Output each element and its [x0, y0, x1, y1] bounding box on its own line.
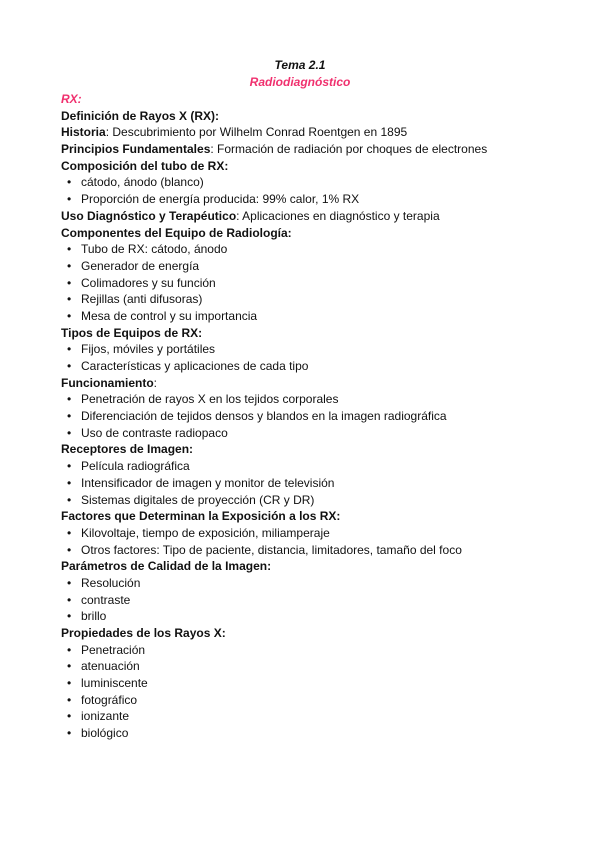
- uso-line: [61, 208, 581, 225]
- list-item-text: Características y aplicaciones de cada tipo: [81, 359, 309, 373]
- bullet-icon: •: [67, 525, 72, 540]
- bullet-icon: •: [67, 258, 72, 273]
- list-item: [61, 542, 581, 559]
- bullet-icon: •: [67, 592, 72, 607]
- principios-line: [61, 141, 581, 158]
- list-item-text: Uso de contraste radiopaco: [81, 425, 228, 440]
- bullet-icon: •: [67, 409, 72, 424]
- list-item-text: Penetración: [81, 642, 146, 657]
- factores-heading: Factores que Determinan la Exposición a los RX:: [61, 509, 341, 524]
- list-item: [61, 725, 581, 742]
- parametros-heading: Parámetros de Calidad de la Imagen:: [61, 559, 272, 574]
- list-item: [61, 241, 581, 258]
- list-item: [61, 692, 581, 709]
- list-item: [61, 708, 581, 725]
- list-item-text: cátodo, ánodo (blanco): [81, 175, 204, 190]
- list-item: [61, 391, 581, 408]
- composicion-heading: Composición del tubo de RX:: [61, 158, 229, 173]
- propiedades-heading: Propiedades de los Rayos X:: [61, 626, 226, 640]
- historia-line: [61, 124, 581, 141]
- bullet-icon: •: [67, 425, 72, 440]
- funcionamiento-colon: :: [153, 375, 158, 390]
- list-item-text: atenuación: [81, 659, 140, 674]
- list-item-text: Sistemas digitales de proyección (CR y DR): [81, 492, 315, 507]
- bullet-icon: •: [67, 175, 72, 190]
- bullet-icon: •: [67, 692, 72, 707]
- uso-label: Uso Diagnóstico y Terapéutico: [61, 208, 237, 223]
- list-item-text: Otros factores: Tipo de paciente, distancia, limitadores, tamaño del foco: [81, 542, 462, 557]
- funcionamiento-heading: Funcionamiento: [61, 375, 154, 390]
- page-subtitle: Radiodiagnóstico: [249, 75, 351, 89]
- list-item-text: biológico: [81, 726, 129, 741]
- list-item-text: Colimadores y su función: [81, 275, 216, 290]
- list-item: [61, 174, 581, 191]
- list-item-text: Penetración de rayos X en los tejidos corporales: [81, 392, 339, 407]
- bullet-icon: •: [67, 459, 72, 474]
- list-item-text: Generador de energía: [81, 258, 200, 273]
- list-item: [61, 608, 581, 625]
- bullet-icon: •: [67, 709, 72, 724]
- list-item-text: Diferenciación de tejidos densos y blandos en la imagen radiográfica: [81, 409, 447, 424]
- document-body: [61, 91, 581, 742]
- list-item: [61, 308, 581, 325]
- list-item: [61, 341, 581, 358]
- bullet-icon: •: [67, 342, 72, 357]
- list-item-text: Kilovoltaje, tiempo de exposición, miliamperaje: [81, 525, 330, 540]
- bullet-icon: •: [67, 542, 72, 557]
- list-item: [61, 275, 581, 292]
- bullet-icon: •: [67, 359, 72, 373]
- historia-text: : Descubrimiento por Wilhelm Conrad Roentgen en 1895: [105, 125, 408, 140]
- list-item-text: Tubo de RX: cátodo, ánodo: [81, 242, 228, 257]
- list-item: [61, 592, 581, 609]
- rx-heading: RX:: [61, 92, 82, 106]
- list-item-text: Resolución: [81, 575, 141, 590]
- historia-label: Historia: [61, 125, 106, 140]
- bullet-icon: •: [67, 275, 72, 290]
- bullet-icon: •: [67, 676, 72, 691]
- list-item-text: Intensificador de imagen y monitor de televisión: [81, 475, 335, 490]
- list-item: [61, 475, 581, 492]
- bullet-icon: •: [67, 292, 72, 307]
- uso-text: : Aplicaciones en diagnóstico y terapia: [236, 208, 440, 223]
- list-item: [61, 291, 581, 308]
- bullet-icon: •: [67, 659, 72, 674]
- list-item-text: contraste: [81, 592, 131, 607]
- list-item: [61, 525, 581, 542]
- list-item-text: ionizante: [81, 709, 130, 724]
- list-item: [61, 675, 581, 692]
- page-title: Tema 2.1: [274, 58, 326, 72]
- list-item: [61, 425, 581, 442]
- list-item: [61, 458, 581, 475]
- bullet-icon: •: [67, 242, 72, 257]
- list-item-text: luminiscente: [81, 676, 148, 691]
- list-item: [61, 191, 581, 208]
- list-item: [61, 408, 581, 425]
- principios-text: : Formación de radiación por choques de electrones: [210, 142, 488, 157]
- list-item: [61, 258, 581, 275]
- bullet-icon: •: [67, 492, 72, 507]
- list-item-text: Película radiográfica: [81, 459, 190, 474]
- list-item-text: Proporción de energía producida: 99% calor, 1% RX: [81, 192, 360, 207]
- list-item-text: brillo: [81, 609, 107, 624]
- bullet-icon: •: [67, 609, 72, 624]
- bullet-icon: •: [67, 575, 72, 590]
- bullet-icon: •: [67, 642, 72, 657]
- bullet-icon: •: [67, 726, 72, 741]
- principios-label: Principios Fundamentales: [61, 142, 211, 157]
- list-item-text: Rejillas (anti difusoras): [81, 292, 203, 307]
- list-item: [61, 358, 581, 375]
- list-item: [61, 642, 581, 659]
- componentes-heading: Componentes del Equipo de Radiología:: [61, 225, 292, 240]
- list-item: [61, 658, 581, 675]
- bullet-icon: •: [67, 308, 72, 323]
- bullet-icon: •: [67, 392, 72, 407]
- list-item-text: fotográfico: [81, 692, 138, 707]
- receptores-heading: Receptores de Imagen:: [61, 442, 194, 457]
- list-item: [61, 575, 581, 592]
- bullet-icon: •: [67, 192, 72, 207]
- definicion-heading: Definición de Rayos X (RX):: [61, 108, 220, 123]
- funcionamiento-heading-line: [61, 375, 581, 392]
- list-item: [61, 492, 581, 509]
- tipos-heading: Tipos de Equipos de RX:: [61, 325, 203, 340]
- bullet-icon: •: [67, 475, 72, 490]
- list-item-text: Fijos, móviles y portátiles: [81, 342, 216, 357]
- list-item-text: Mesa de control y su importancia: [81, 308, 258, 323]
